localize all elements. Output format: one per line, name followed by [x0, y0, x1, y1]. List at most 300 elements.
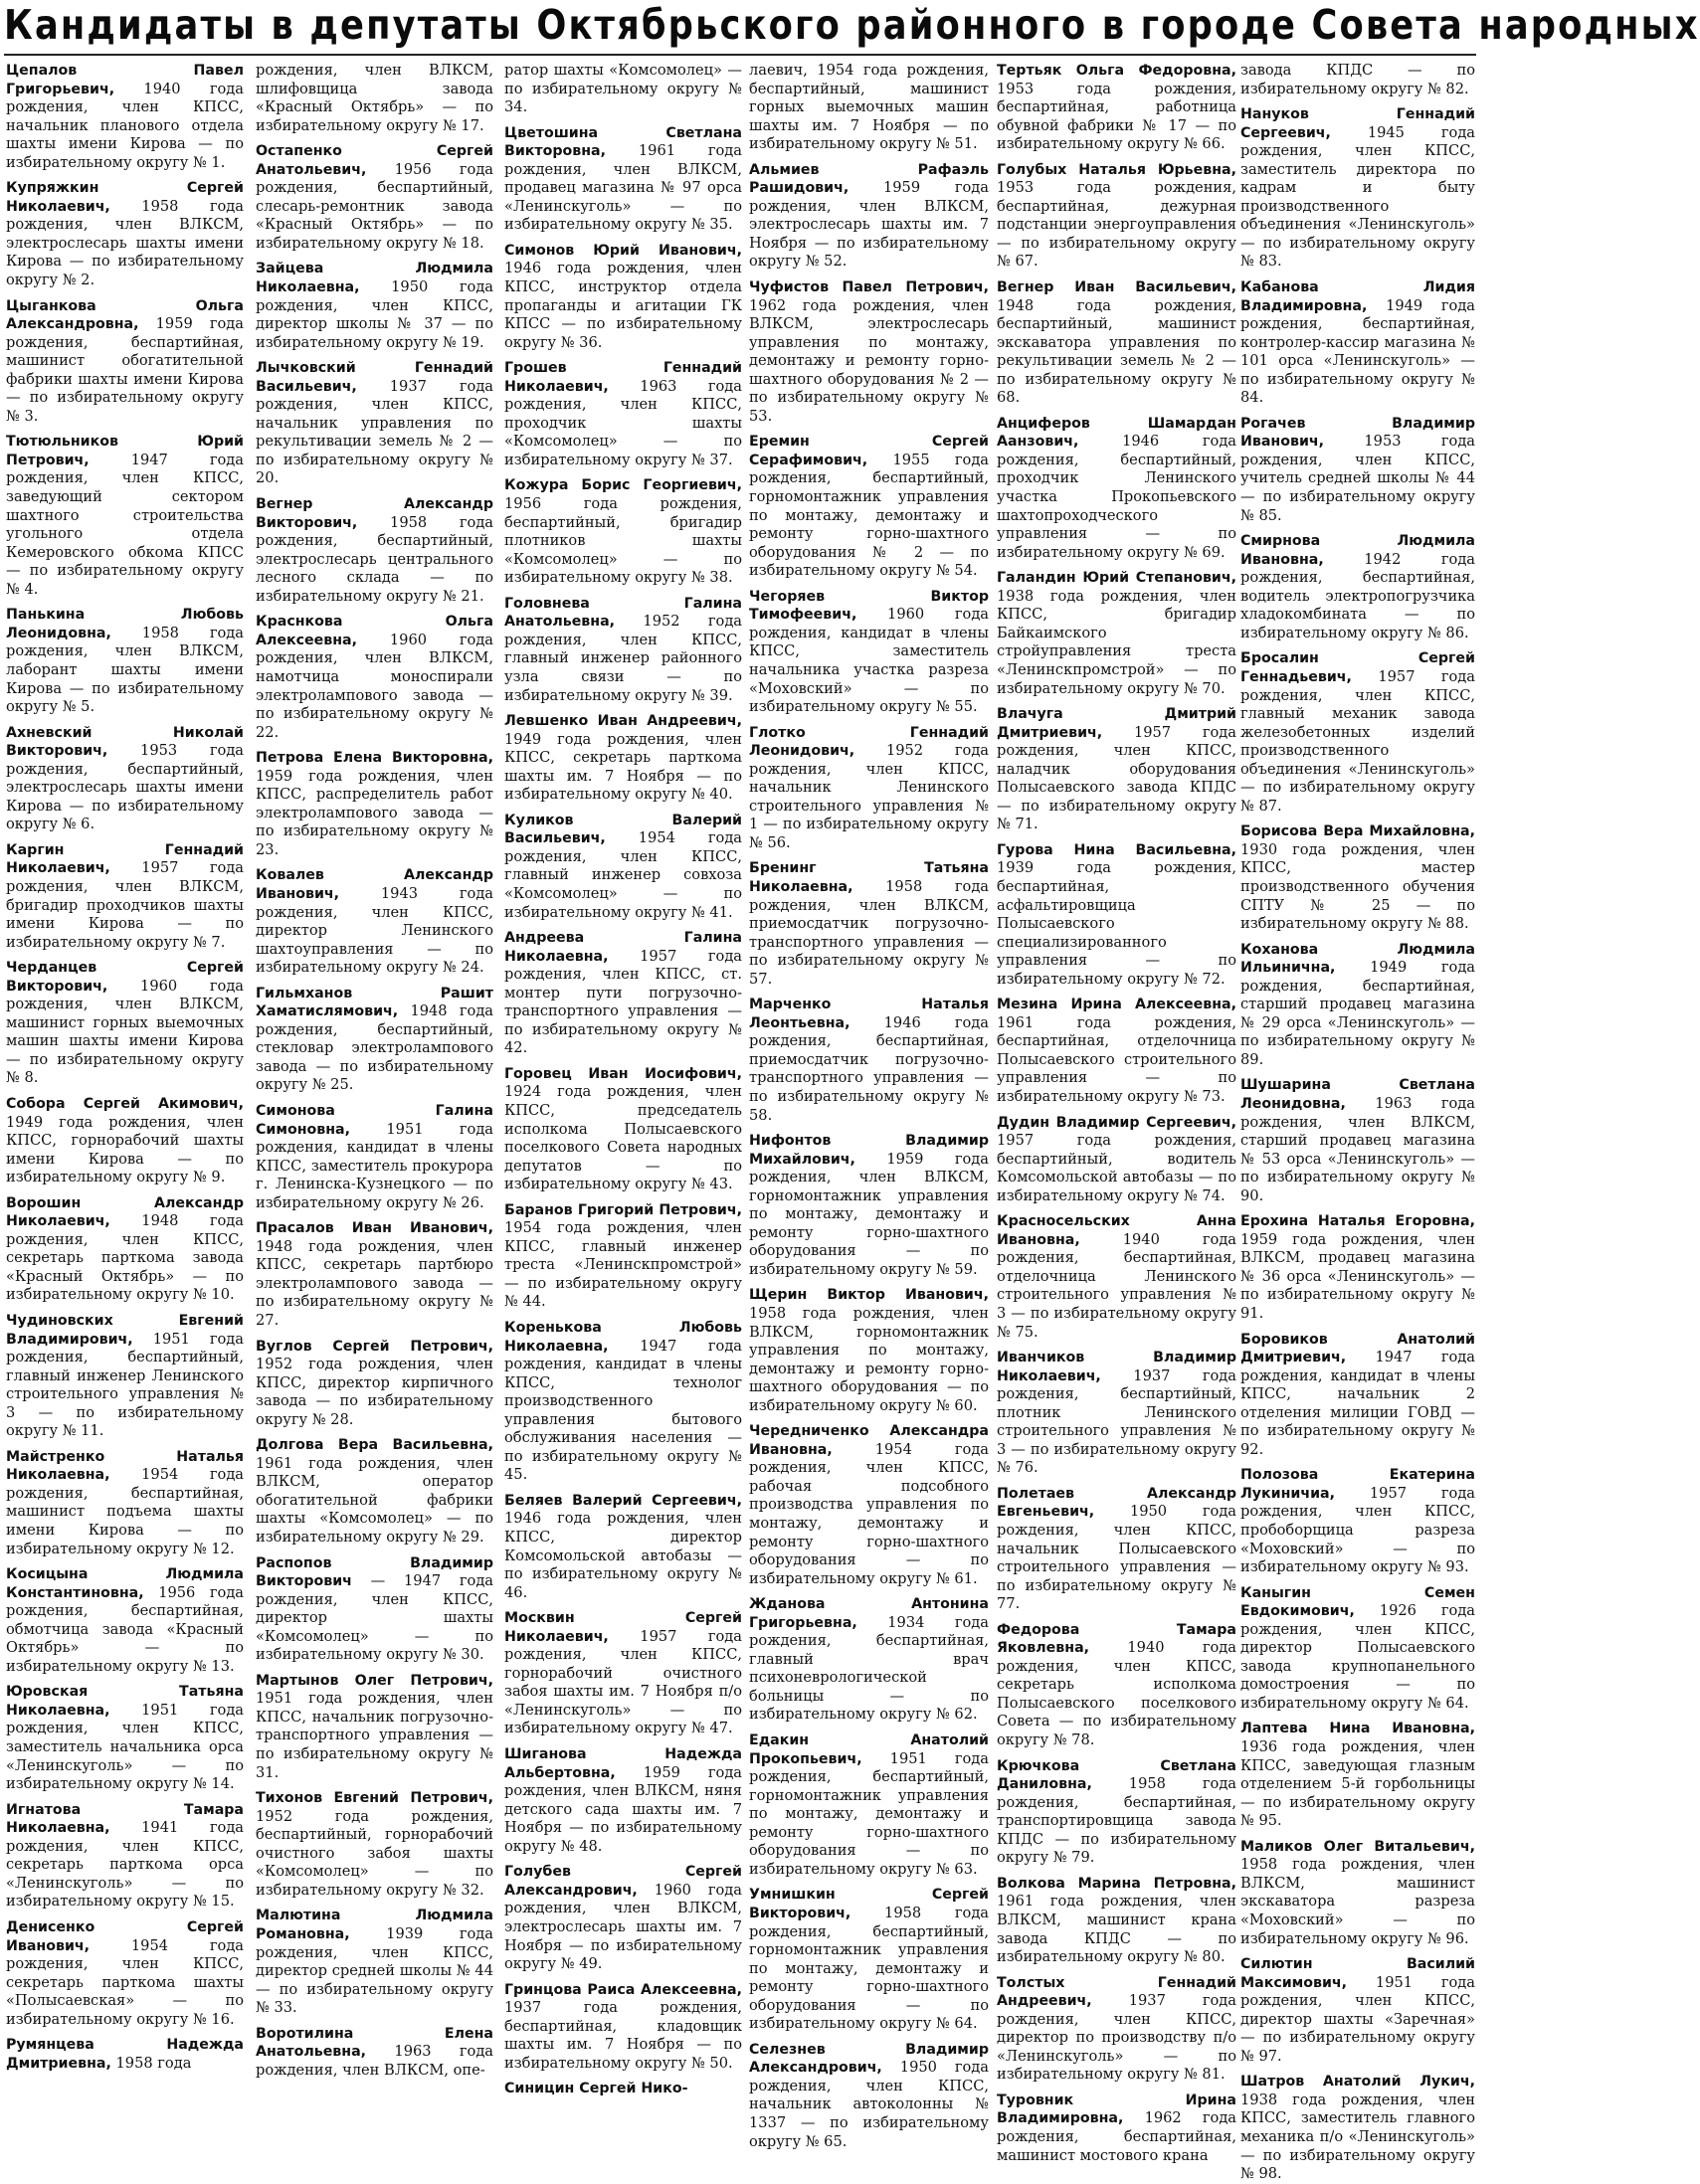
candidate-entry — [1240, 1955, 1475, 2066]
candidate-entry — [1240, 649, 1475, 816]
candidate-name: Туровник Ирина Владимировна, — [997, 2092, 1236, 2127]
candidate-name: Лаптева Нина Ивановна, — [1240, 1721, 1475, 1737]
candidate-name: Цыганкова Ольга Александровна, — [6, 297, 244, 333]
candidate-name: Майстренко Наталья Николаевна, — [6, 1448, 244, 1484]
candidate-bio: 1959 года рождения, член ВЛКСМ, продавец магазина № 36 орса «Ленинскуголь» — по избирательному округу № 91. — [1240, 1230, 1475, 1322]
candidate-entry — [749, 278, 989, 426]
candidate-entry — [1240, 822, 1475, 933]
candidate-bio: 1940 года рождения, член КПСС, начальник планового отдела шахты имени Кирова — по избирательному округу № 1. — [6, 80, 244, 171]
continued-text: завода КПДС — по избирательному округу № 82. — [1240, 62, 1475, 97]
candidate-name: Краснкова Ольга Алексеевна, — [256, 614, 493, 648]
candidate-name: Жданова Антонина Григорьевна, — [749, 1596, 989, 1631]
candidate-name: Ворошин Александр Николаевич, — [6, 1194, 244, 1230]
candidate-entry — [749, 1886, 989, 2033]
candidate-name: Кабанова Лидия Владимировна, — [1240, 279, 1475, 314]
candidate-entry — [504, 1863, 742, 1973]
candidate-bio: 1958 года рождения, член ВЛКСМ, электрослесарь шахты имени Кирова — по избирательному округу № 2. — [6, 197, 244, 289]
candidate-name: Собора Сергей Акимович, — [6, 1095, 244, 1112]
candidate-name: Косицына Людмила Константиновна, — [6, 1566, 244, 1601]
candidate-bio: 1961 года рождения, член ВЛКСМ, оператор обогатительной фабрики шахты «Комсомолец» — по избирательному округу № 29. — [256, 1454, 493, 1547]
candidate-name: Федорова Тамара Яковлевна, — [997, 1621, 1236, 1657]
candidate-entry — [997, 1485, 1236, 1614]
candidate-name: Тертьяк Ольга Федоровна, — [997, 63, 1236, 79]
candidate-entry — [749, 588, 989, 717]
candidate-bio: 1940 года рождения, беспартийная, отделочница Ленинского строительного управления № 3 — по избирательному округу № 75. — [997, 1230, 1236, 1341]
candidate-entry — [256, 495, 493, 606]
candidate-bio: 1951 года рождения, беспартийный, горномонтажник управления по монтажу, демонтажу и ремонту горно-шахтного оборудования — по избирательному округу № 63. — [749, 1749, 989, 1878]
candidate-name: Полозова Екатерина Лукиничиа, — [1240, 1467, 1475, 1502]
candidate-entry — [997, 161, 1236, 272]
candidate-entry — [749, 433, 989, 580]
candidate-bio: 1960 года рождения, член ВЛКСМ, намотчица моноспирали электролампового завода — по избирательному округу № 22. — [256, 631, 493, 741]
candidate-name: Горовец Иван Иосифович, — [504, 1065, 742, 1082]
candidate-name: Голубых Наталья Юрьевна, — [997, 161, 1236, 178]
candidate-bio: 1950 года рождения, член КПСС, директор школы № 37 — по избирательному округу № 19. — [256, 278, 493, 351]
candidate-bio: 1945 года рождения, член КПСС, заместитель директора по кадрам и быту производственного объединения «Ленинскуголь» — по избирательному округу № 83. — [1240, 123, 1475, 271]
candidate-name: Вегнер Иван Васильевич, — [997, 279, 1236, 296]
candidate-bio: 1954 года рождения, член КПСС, рабочая подсобного производства управления по монтажу, демонтажу и ремонту горно-шахтного оборудования — по избирательному округу № 61. — [749, 1440, 989, 1587]
candidate-entry — [1240, 1838, 1475, 1948]
candidate-bio: 1937 года рождения, беспартийная, кладовщик шахты им. 7 Ноября — по избирательному округу № 50. — [504, 1999, 742, 2072]
candidate-bio: 1947 года рождения, кандидат в члены КПСС, технолог производственного управления бытового обслуживания населения — по избирательному округу № 45. — [504, 1337, 742, 1484]
candidate-name: Смирнова Людмила Ивановна, — [1240, 533, 1475, 568]
candidate-name: Беляев Валерий Сергеевич, — [504, 1492, 742, 1509]
column-3 — [504, 62, 742, 2097]
candidate-name: Щерин Виктор Иванович, — [749, 1287, 989, 1304]
candidate-entry — [504, 1609, 742, 1738]
candidate-bio: 1947 года рождения, кандидат в члены КПСС, начальник 2 отделения милиции ГОВД — по избирательному округу № 92. — [1240, 1349, 1475, 1458]
candidate-bio: 1947 года рождения, член КПСС, заведующий сектором шахтного строительства угольного отдела Кемеровского обкома КПСС — по избирательному округу № 4. — [6, 451, 244, 598]
candidate-name: Гринцова Раиса Алексеевна, — [504, 1981, 742, 1998]
candidate-bio: 1946 года рождения, беспартийный, проходчик Ленинского участка Прокопьевского шахтопроходческого управления — по избирательному округу № 69. — [997, 433, 1236, 561]
candidate-name: Остапенко Сергей Анатольевич, — [256, 143, 493, 178]
candidate-name: Ерохина Наталья Егоровна, — [1240, 1213, 1475, 1230]
candidate-bio: 1957 года рождения, член КПСС, ст. монтер пути погрузочно-транспортного управления — по избирательному округу № 42. — [504, 947, 742, 1057]
candidate-bio: 1949 года рождения, беспартийная, старший продавец магазина № 29 орса «Ленинскуголь» — по избирательному округу № 89. — [1240, 959, 1475, 1068]
column-6 — [1240, 62, 1475, 2183]
candidate-bio: 1952 года рождения, беспартийный, горнорабочий очистного забоя шахты «Комсомолец» — по избирательному округу № 32. — [256, 1807, 493, 1899]
candidate-bio: 1958 года рождения, член ВЛКСМ, машинист экскаватора разреза «Моховский» — по избирательному округу № 96. — [1240, 1856, 1475, 1947]
candidate-bio: — 1947 года рождения, член КПСС, директор шахты «Комсомолец» — по избирательному округу № 30. — [256, 1572, 493, 1664]
candidate-bio: 1937 года рождения, член КПСС, директор по производству п/о «Ленинскуголь» — по избирательному округу № 81. — [997, 1992, 1236, 2084]
candidate-bio: 1930 года рождения, член КПСС, мастер производственного обучения СПТУ № 25 — по избирательному округу № 88. — [1240, 840, 1475, 933]
candidate-bio: 1961 года рождения, член ВЛКСМ, продавец магазина № 97 орса «Ленинскуголь» — по избирательному округу № 35. — [504, 142, 742, 234]
candidate-bio: 1954 года рождения, беспартийная, машинист подъема шахты имени Кирова — по избирательному округу № 12. — [6, 1466, 244, 1557]
candidate-entry — [1240, 1466, 1475, 1576]
candidate-entry — [749, 1286, 989, 1415]
candidate-entry — [6, 1312, 244, 1441]
continued-text: ратор шахты «Комсомолец» — по избирательному округу № 34. — [504, 62, 742, 116]
candidate-name: Маликов Олег Витальевич, — [1240, 1838, 1475, 1855]
candidate-entry — [504, 1065, 742, 1194]
candidate-name: Распопов Владимир Викторович — [256, 1554, 493, 1590]
candidate-entry — [6, 179, 244, 289]
candidate-entry — [256, 1219, 493, 1330]
candidate-entry — [997, 62, 1236, 154]
candidate-name: Полетаев Александр Евгеньевич, — [997, 1485, 1236, 1521]
candidate-bio: 1961 года рождения, член ВЛКСМ, машинист крана завода КПДС — по избирательному округу № 80. — [997, 1893, 1236, 1966]
candidate-entry — [504, 2080, 742, 2098]
candidate-entry — [6, 606, 244, 716]
candidate-name: Андреева Галина Николаевна, — [504, 930, 742, 965]
candidate-name: Левшенко Иван Андреевич, — [504, 713, 742, 730]
column-4 — [749, 62, 989, 2150]
candidate-name: Нануков Геннадий Сергеевич, — [1240, 106, 1475, 141]
candidate-entry — [6, 1801, 244, 1911]
candidate-name: Куликов Валерий Васильевич, — [504, 812, 742, 847]
candidate-bio: 1946 года рождения, член КПСС, инструктор отдела пропаганды и агитации ГК КПСС — по избирательному округу № 36. — [504, 260, 742, 351]
candidate-bio: 1939 года рождения, член КПСС, директор средней школы № 44 — по избирательному округу № 33. — [256, 1924, 493, 2017]
candidate-name: Ахневский Николай Викторович, — [6, 724, 244, 760]
candidate-entry — [256, 1338, 493, 1430]
candidate-name: Москвин Сергей Николаевич, — [504, 1610, 742, 1645]
candidate-entry — [504, 712, 742, 805]
candidate-name: Купряжкин Сергей Николаевич, — [6, 180, 244, 215]
candidate-bio: 1963 года рождения, член КПСС, проходчик шахты «Комсомолец» — по избирательному округу № 37. — [504, 377, 742, 468]
candidate-name: Каныгин Семен Евдокимович, — [1240, 1584, 1475, 1620]
candidate-name: Тютюльников Юрий Петрович, — [6, 434, 244, 468]
candidate-entry — [256, 1672, 493, 1782]
candidate-bio: 1942 года рождения, беспартийная, водитель электропогрузчика хладокомбината — по избирательному округу № 86. — [1240, 550, 1475, 641]
candidate-entry — [1240, 1076, 1475, 1205]
candidate-entry — [997, 278, 1236, 408]
candidate-bio: 1955 года рождения, беспартийный, горномонтажник управления по монтажу, демонтажу и ремонту горно-шахтного оборудования № 2 — по избирательному округу № 54. — [749, 451, 989, 580]
candidate-name: Дудин Владимир Сергеевич, — [997, 1114, 1236, 1131]
candidate-name: Черданцев Сергей Викторович, — [6, 960, 244, 995]
candidate-name: Боровиков Анатолий Дмитриевич, — [1240, 1331, 1475, 1366]
candidate-entry — [749, 2041, 989, 2151]
candidate-name: Симонов Юрий Иванович, — [504, 242, 742, 259]
candidate-bio: 1959 года рождения, член ВЛКСМ, няня детского сада шахты им. 7 Ноября — по избирательному округу № 48. — [504, 1763, 742, 1855]
candidate-bio: 1941 года рождения, член КПСС, секретарь парткома орса «Ленинскуголь» — по избирательному округу № 15. — [6, 1819, 244, 1911]
candidate-entry — [997, 1875, 1236, 1967]
candidate-bio: 1956 года рождения, беспартийный, бригадир плотников шахты «Комсомолец» — по избирательному округу № 38. — [504, 495, 742, 587]
candidate-name: Зайцева Людмила Николаевна, — [256, 261, 493, 296]
candidate-entry — [256, 260, 493, 352]
candidate-name: Мезина Ирина Алексеевна, — [997, 997, 1236, 1013]
candidate-name: Анциферов Шамардан Аанзович, — [997, 415, 1236, 451]
candidate-name: Долгова Вера Васильевна, — [256, 1437, 493, 1454]
candidate-name: Волкова Марина Петровна, — [997, 1875, 1236, 1892]
candidate-name: Денисенко Сергей Иванович, — [6, 1918, 244, 1954]
candidate-bio: 1943 года рождения, член КПСС, директор Ленинского шахтоуправления — по избирательному округу № 24. — [256, 884, 493, 977]
candidate-bio: 1952 года рождения, член КПСС, главный инженер районного узла связи — по избирательному округу № 39. — [504, 613, 742, 704]
candidate-name: Юровская Татьяна Николаевна, — [6, 1684, 244, 1719]
candidate-bio: 1953 года рождения, беспартийная, дежурная подстанции энергоуправления — по избирательному округу № 67. — [997, 179, 1236, 271]
candidate-bio: 1963 года рождения, член ВЛКСМ, опе- — [256, 2043, 493, 2079]
candidate-name: Селезнев Владимир Александрович, — [749, 2041, 989, 2077]
candidate-name: Иванчиков Владимир Николаевич, — [997, 1350, 1236, 1384]
candidate-bio: 1960 года рождения, член ВЛКСМ, электрослесарь шахты им. 7 Ноября — по избирательному округу № 49. — [504, 1881, 742, 1973]
candidate-bio: 1937 года рождения, член КПСС, начальник управления по рекультивации земель № 2 — по избирательному округу № 20. — [256, 377, 493, 487]
candidate-bio: 1961 года рождения, беспартийная, отделочница Полысаевского строительного управления — по избирательному округу № 73. — [997, 1013, 1236, 1105]
candidate-name: Коренькова Любовь Николаевна, — [504, 1320, 742, 1355]
candidate-entry — [749, 1595, 989, 1725]
candidate-bio: 1951 года рождения, член КПСС, директор шахты «Заречная» — по избирательному округу № 97. — [1240, 1973, 1475, 2065]
candidate-name: Борисова Вера Михайловна, — [1240, 823, 1475, 840]
candidate-entry — [749, 1132, 989, 1279]
candidate-entry — [256, 142, 493, 253]
candidate-name: Цветошина Светлана Викторовна, — [504, 124, 742, 160]
candidate-entry — [997, 415, 1236, 562]
candidate-entry — [256, 985, 493, 1095]
candidate-entry — [997, 1621, 1236, 1750]
candidate-bio: 1959 года рождения, беспартийная, машинист обогатительной фабрики шахты имени Кирова — по избирательному округу № 3. — [6, 315, 244, 425]
column-1 — [6, 62, 244, 2072]
candidate-bio: 1951 года рождения, член КПСС, начальник погрузочно-транспортного управления — по избирательному округу № 31. — [256, 1690, 493, 1781]
candidate-name: Чуфистов Павел Петрович, — [749, 279, 989, 296]
candidate-bio: 1949 года рождения, беспартийная, контролер-кассир магазина № 101 орса «Ленинскуголь» — по избирательному округу № 84. — [1240, 296, 1475, 407]
candidate-name: Малютина Людмила Романовна, — [256, 1908, 493, 1942]
candidate-bio: 1957 года рождения, беспартийный, водитель Комсомольской автобазы — по избирательному округу № 74. — [997, 1132, 1236, 1204]
candidate-bio: 1957 года рождения, член КПСС, наладчик оборудования Полысаевского завода КПДС — по избирательному округу № 71. — [997, 723, 1236, 833]
candidate-entry — [997, 1114, 1236, 1206]
candidate-entry — [256, 1907, 493, 2017]
candidate-bio: 1957 года рождения, член КПСС, пробоборщица разреза «Моховский» — по избирательному округу № 93. — [1240, 1484, 1475, 1576]
candidate-bio: 1958 года рождения, член ВЛКСМ, приемосдатчик погрузочно-транспортного управления — по избирательному округу № 57. — [749, 877, 989, 988]
candidate-entry — [504, 1745, 742, 1856]
candidate-name: Петрова Елена Викторовна, — [256, 750, 493, 767]
candidate-bio: 1952 года рождения, член КПСС, начальник Ленинского строительного управления № 1 — по избирательному округу № 56. — [749, 742, 989, 851]
candidate-name: Головнева Галина Анатольевна, — [504, 595, 742, 631]
candidate-entry — [6, 62, 244, 172]
candidate-entry — [997, 569, 1236, 698]
candidate-entry — [6, 297, 244, 427]
candidate-entry — [1240, 278, 1475, 408]
candidate-entry — [6, 1095, 244, 1187]
candidate-bio: 1962 года рождения, член ВЛКСМ, электрослесарь управления по монтажу, демонтажу и ремонту горно-шахтного оборудования № 2 — по избирательному округу № 53. — [749, 296, 989, 425]
candidate-name: Альмиев Рафаэль Рашидович, — [749, 161, 989, 197]
candidate-bio: 1946 года рождения, беспартийная, приемосдатчик погрузочно-транспортного управления — по избирательному округу № 58. — [749, 1013, 989, 1124]
candidate-entry — [256, 359, 493, 488]
candidate-bio: 1960 года рождения, член ВЛКСМ, машинист горных выемочных машин шахты имени Кирова — по избирательному округу № 8. — [6, 977, 244, 1087]
candidate-entry — [6, 1918, 244, 2029]
candidate-name: Галандин Юрий Степанович, — [997, 570, 1236, 587]
candidate-bio: 1957 года рождения, член ВЛКСМ, бригадир проходчиков шахты имени Кирова — по избирательному округу № 7. — [6, 859, 244, 951]
candidate-entry — [504, 359, 742, 469]
candidate-bio: 1954 года рождения, член КПСС, главный инженер совхоза «Комсомолец» — по избирательному округу № 41. — [504, 829, 742, 921]
candidate-name: Чередниченко Александра Ивановна, — [749, 1423, 989, 1458]
candidate-entry — [504, 929, 742, 1058]
candidate-entry — [6, 1683, 244, 1793]
candidate-entry — [749, 996, 989, 1125]
candidate-bio: 1956 года рождения, беспартийный, слесарь-ремонтник завода «Красный Октябрь» — по избирательному округу № 18. — [256, 160, 493, 252]
candidate-name: Рогачев Владимир Иванович, — [1240, 415, 1475, 451]
candidate-name: Грошев Геннадий Николаевич, — [504, 360, 742, 395]
candidate-name: Симонова Галина Симоновна, — [256, 1102, 493, 1138]
candidate-entry — [256, 749, 493, 859]
candidate-bio: 1953 года рождения, беспартийный, электрослесарь шахты имени Кирова — по избирательному округу № 6. — [6, 742, 244, 833]
candidate-entry — [749, 724, 989, 853]
candidate-name: Шиганова Надежда Альбертовна, — [504, 1746, 742, 1781]
candidate-bio: 1936 года рождения, член КПСС, заведующая глазным отделением 5-й горбольницы — по избирательному округу № 95. — [1240, 1738, 1475, 1830]
continued-text: рождения, член ВЛКСМ, шлифовщица завода «Красный Октябрь» — по избирательному округу № 17. — [256, 62, 493, 134]
candidate-bio: 1956 года рождения, беспартийная, обмотчица завода «Красный Октябрь» — по избирательному округу № 13. — [6, 1583, 244, 1675]
candidate-entry — [749, 859, 989, 989]
candidate-bio: 1957 года рождения, член КПСС, горнорабочий очистного забоя шахты им. 7 Ноября п/о «Ленинскуголь» — по избирательному округу № 47. — [504, 1627, 742, 1737]
candidate-bio: 1958 года рождения, беспартийная, транспортировщица завода КПДС — по избирательному округу № 79. — [997, 1775, 1236, 1867]
candidate-bio: 1958 года рождения, беспартийный, электрослесарь центрального лесного склада — по избирательному округу № 21. — [256, 513, 493, 605]
candidate-bio: 1959 года рождения, член ВЛКСМ, электрослесарь шахты им. 7 Ноября — по избирательному округу № 52. — [749, 179, 989, 271]
candidate-name: Красносельских Анна Ивановна, — [997, 1213, 1236, 1248]
candidate-bio: 1950 года рождения, член КПСС, начальник Полысаевского строительного управления — по избирательному округу № 77. — [997, 1503, 1236, 1613]
candidate-entry — [997, 996, 1236, 1106]
candidate-name: Марченко Наталья Леонтьевна, — [749, 997, 989, 1031]
candidate-name: Мартынов Олег Петрович, — [256, 1672, 493, 1689]
candidate-name: Вегнер Александр Викторович, — [256, 496, 493, 531]
candidate-name: Влачуга Дмитрий Дмитриевич, — [997, 706, 1236, 741]
candidate-entry — [997, 1349, 1236, 1478]
candidate-name: Гурова Нина Васильевна, — [997, 841, 1236, 858]
candidate-entry — [504, 1492, 742, 1602]
candidate-entry — [6, 841, 244, 952]
candidate-name: Прасалов Иван Иванович, — [256, 1220, 493, 1237]
candidate-entry — [997, 2092, 1236, 2165]
candidate-entry — [1240, 1212, 1475, 1323]
candidate-bio: 1949 года рождения, член КПСС, секретарь парткома шахты им. 7 Ноября — по избирательному округу № 40. — [504, 730, 742, 804]
candidate-name: Бросалин Сергей Геннадьевич, — [1240, 650, 1475, 685]
candidate-bio: 1948 года рождения, член КПСС, секретарь парткома завода «Красный Октябрь» — по избирательному округу № 10. — [6, 1212, 244, 1304]
candidate-bio: 1958 года рождения, член ВЛКСМ, лаборант шахты имени Кирова — по избирательному округу № 5. — [6, 624, 244, 716]
headline: Кандидаты в депутаты Октябрьского районного в городе Совета народных — [4, 1, 1700, 49]
candidate-bio: 1938 года рождения, член КПСС, заместитель главного механика п/о «Ленинскуголь» — по избирательному округу № 98. — [1240, 2091, 1475, 2183]
candidate-bio: 1953 года рождения, член КПСС, учитель средней школы № 44 — по избирательному округу № 85. — [1240, 433, 1475, 524]
candidate-entry — [256, 1789, 493, 1900]
candidate-bio: 1958 года — [115, 2054, 192, 2072]
candidate-bio: 1940 года рождения, член КПСС, секретарь исполкома Полысаевского поселкового Совета — по избирательному округу № 78. — [997, 1639, 1236, 1749]
continued-text: лаевич, 1954 года рождения, беспартийный, машинист горных выемочных машин шахты им. 7 Ноября — по избирательному округу № 51. — [749, 62, 989, 153]
candidate-entry — [1240, 532, 1475, 642]
candidate-name: Чегоряев Виктор Тимофеевич, — [749, 588, 989, 624]
candidate-bio: 1948 года рождения, член КПСС, секретарь партбюро электролампового завода — по избирательному округу № 27. — [256, 1237, 493, 1329]
candidate-name: Воротилина Елена Анатольевна, — [256, 2025, 493, 2061]
candidate-name: Крючкова Светлана Даниловна, — [997, 1757, 1236, 1793]
candidate-bio: 1958 года рождения, член ВЛКСМ, горномонтажник управления по монтажу, демонтажу и ремонту горно-шахтного оборудования — по избирательному округу № 60. — [749, 1305, 989, 1414]
candidate-bio: 1926 года рождения, член КПСС, директор Полысаевского завода крупнопанельного домостроения — по избирательному округу № 64. — [1240, 1602, 1475, 1712]
candidate-name: Панькина Любовь Леонидовна, — [6, 607, 244, 641]
candidate-entry — [504, 1981, 742, 2074]
candidate-entry — [1240, 2073, 1475, 2183]
candidate-name: Глотко Геннадий Леонидович, — [749, 724, 989, 760]
candidate-name: Игнатова Тамара Николаевна, — [6, 1801, 244, 1837]
candidate-name: Бренинг Татьяна Николаевна, — [749, 860, 989, 895]
candidate-bio: 1939 года рождения, беспартийная, асфальтировщица Полысаевского специализированного управления — по избирательному округу № 72. — [997, 859, 1236, 988]
candidate-entry — [504, 1319, 742, 1485]
candidate-bio: 1946 года рождения, член КПСС, директор Комсомольской автобазы — по избирательному округу № 46. — [504, 1510, 742, 1601]
candidate-entry — [1240, 1720, 1475, 1830]
candidate-entry — [256, 613, 493, 742]
candidate-bio: 1937 года рождения, беспартийный, плотник Ленинского строительного управления № 3 — по избирательному округу № 76. — [997, 1366, 1236, 1477]
candidate-name: Лычковский Геннадий Васильевич, — [256, 360, 493, 395]
candidate-name: Баранов Григорий Петрович, — [504, 1201, 742, 1218]
candidate-entry — [504, 595, 742, 705]
candidate-entry — [256, 1554, 493, 1665]
candidate-entry — [6, 724, 244, 834]
candidate-bio: 1953 года рождения, беспартийная, работница обувной фабрики № 17 — по избирательному округу № 66. — [997, 80, 1236, 153]
candidate-name: Коханова Людмила Ильинична, — [1240, 941, 1475, 977]
candidate-entry — [997, 1757, 1236, 1868]
candidate-entry — [749, 1731, 989, 1879]
candidate-entry — [256, 1102, 493, 1212]
candidate-name: Кожура Борис Георгиевич, — [504, 477, 742, 494]
candidate-entry — [997, 1974, 1236, 2085]
candidate-name: Тихонов Евгений Петрович, — [256, 1790, 493, 1807]
candidate-bio: 1960 года рождения, кандидат в члены КПСС, заместитель начальника участка разреза «Моховский» — по избирательному округу № 55. — [749, 606, 989, 716]
candidate-name: Румянцева Надежда Дмитриевна, — [6, 2037, 244, 2072]
candidate-entry — [6, 1565, 244, 1676]
candidate-name: Едакин Анатолий Прокопьевич, — [749, 1732, 989, 1767]
candidate-entry — [6, 959, 244, 1088]
candidate-name: Нифонтов Владимир Михайлович, — [749, 1133, 989, 1168]
candidate-bio: 1948 года рождения, беспартийный, машинист экскаватора управления по рекультивации земель № 2 — по избирательному округу № 68. — [997, 296, 1236, 407]
candidate-bio: 1938 года рождения, член КПСС, бригадир Байкаимского стройуправления треста «Ленинскпромстрой» — по избирательному округу № 70. — [997, 587, 1236, 697]
candidate-bio: 1957 года рождения, член КПСС, главный механик завода железобетонных изделий производственного объединения «Ленинскуголь» — по избирательному округу № 87. — [1240, 667, 1475, 815]
candidate-name: Умнишкин Сергей Викторович, — [749, 1887, 989, 1921]
candidate-bio: 1963 года рождения, член ВЛКСМ, старший продавец магазина № 53 орса «Ленинскуголь» — по избирательному округу № 90. — [1240, 1094, 1475, 1204]
candidate-entry — [997, 841, 1236, 989]
candidate-name: Каргин Геннадий Николаевич, — [6, 841, 244, 877]
candidate-bio: 1950 года рождения, член КПСС, начальник автоколонны № 1337 — по избирательному округу № 65. — [749, 2059, 989, 2150]
candidate-entry — [504, 124, 742, 235]
candidate-name: Ковалев Александр Иванович, — [256, 867, 493, 902]
candidate-entry — [1240, 1331, 1475, 1460]
candidate-name: Шатров Анатолий Лукич, — [1240, 2074, 1475, 2091]
candidate-entry — [256, 1436, 493, 1547]
candidate-bio: 1949 года рождения, член КПСС, горнорабочий шахты имени Кирова — по избирательному округу № 9. — [6, 1113, 244, 1186]
candidate-entry — [6, 2036, 244, 2073]
candidate-name: Синицин Сергей Нико- — [504, 2081, 688, 2097]
candidate-entry — [504, 812, 742, 922]
candidate-bio: 1924 года рождения, член КПСС, председатель исполкома Полысаевского поселкового Совета народных депутатов — по избирательному округу № 43. — [504, 1083, 742, 1193]
candidate-bio: 1954 года рождения, член КПСС, секретарь парткома шахты «Полысаевская» — по избирательному округу № 16. — [6, 1936, 244, 2028]
candidate-entry — [256, 866, 493, 977]
headline-rule — [4, 54, 1476, 56]
candidate-entry — [6, 1448, 244, 1558]
candidate-name: Шушарина Светлана Леонидовна, — [1240, 1077, 1475, 1112]
candidate-entry — [256, 2025, 493, 2081]
candidate-entry — [6, 1194, 244, 1305]
candidate-entry — [504, 1201, 742, 1312]
candidate-bio: 1954 года рождения, член КПСС, главный инженер треста «Ленинскпромстрой» — по избирательному округу № 44. — [504, 1219, 742, 1311]
candidate-entry — [1240, 105, 1475, 272]
candidate-name: Голубев Сергей Александрович, — [504, 1864, 742, 1899]
candidate-name: Силютин Василий Максимович, — [1240, 1956, 1475, 1991]
candidate-bio: 1948 года рождения, беспартийный, стекловар электролампового завода — по избирательному округу № 25. — [256, 1002, 493, 1094]
candidate-entry — [6, 433, 244, 599]
candidate-bio: 1951 года рождения, член КПСС, заместитель начальника орса «Ленинскуголь» — по избирательному округу № 14. — [6, 1701, 244, 1793]
candidate-bio: 1959 года рождения, член ВЛКСМ, горномонтажник управления по монтажу, демонтажу и ремонту горно-шахтного оборудования — по избирательному округу № 59. — [749, 1150, 989, 1278]
candidate-name: Чудиновских Евгений Владимирович, — [6, 1313, 244, 1348]
candidate-bio: 1951 года рождения, беспартийный, главный инженер Ленинского строительного управления № 3 — по избирательному округу № 11. — [6, 1330, 244, 1440]
column-2 — [256, 62, 493, 2079]
candidate-bio: 1959 года рождения, член КПСС, распределитель работ электролампового завода — по избирательному округу № 23. — [256, 767, 493, 858]
candidate-name: Толстых Геннадий Андреевич, — [997, 1974, 1236, 2010]
column-5 — [997, 62, 1236, 2164]
candidate-entry — [997, 705, 1236, 834]
candidate-entry — [1240, 415, 1475, 525]
candidate-bio: 1934 года рождения, беспартийная, главный врач психоневрологической больницы — по избирательному округу № 62. — [749, 1613, 989, 1724]
candidate-name: Гильмханов Рашит Хаматислямович, — [256, 985, 493, 1020]
candidate-name: Вуглов Сергей Петрович, — [256, 1338, 493, 1355]
candidate-entry — [1240, 1584, 1475, 1714]
candidate-entry — [504, 242, 742, 352]
candidate-entry — [749, 1422, 989, 1588]
candidate-bio: 1951 года рождения, кандидат в члены КПСС, заместитель прокурора г. Ленинска-Кузнецкого — по избирательному округу № 26. — [256, 1120, 493, 1211]
candidate-entry — [749, 161, 989, 272]
candidate-name: Цепалов Павел Григорьевич, — [6, 63, 244, 97]
candidate-entry — [997, 1212, 1236, 1342]
candidate-bio: 1958 года рождения, беспартийный, горномонтажник управления по монтажу, демонтажу и ремонту горно-шахтного оборудования — по избирательному округу № 64. — [749, 1904, 989, 2033]
